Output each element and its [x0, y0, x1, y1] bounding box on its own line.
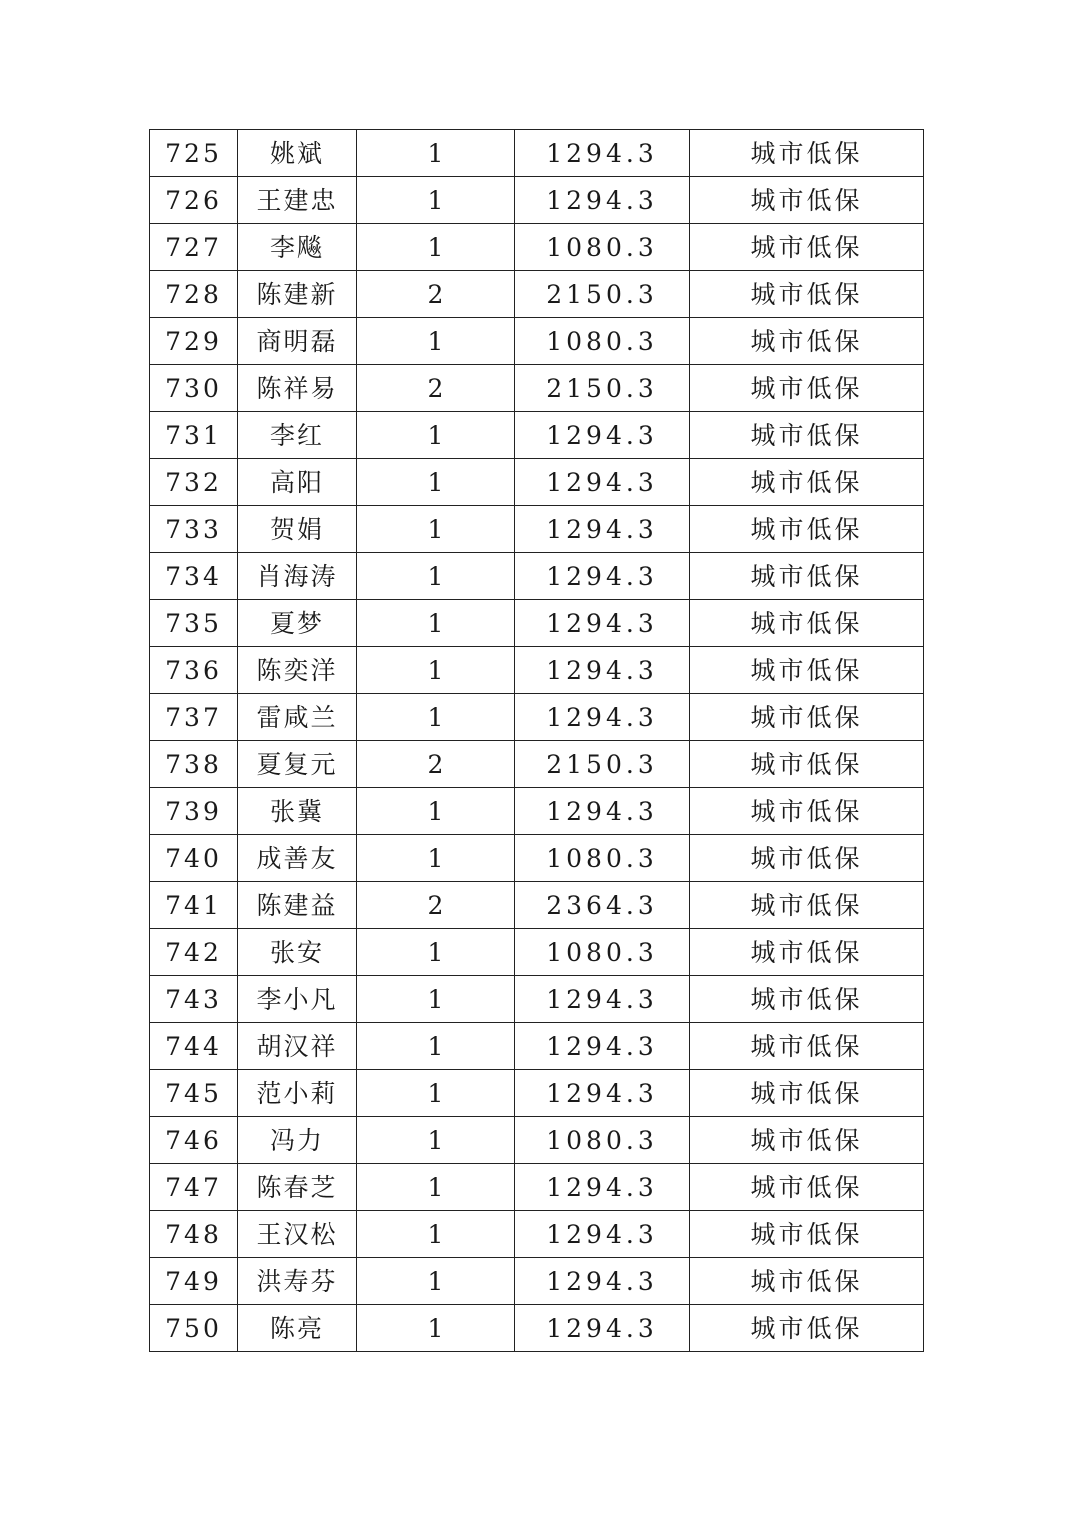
household-count-cell: 1	[357, 1164, 515, 1211]
serial-number-cell: 729	[150, 318, 238, 365]
recipient-name-cell: 陈亮	[238, 1305, 357, 1352]
household-count-cell: 1	[357, 224, 515, 271]
subsidy-type-cell: 城市低保	[690, 694, 924, 741]
subsidy-type-cell: 城市低保	[690, 647, 924, 694]
recipient-name-cell: 王汉松	[238, 1211, 357, 1258]
recipient-name-cell: 李飚	[238, 224, 357, 271]
serial-number-cell: 727	[150, 224, 238, 271]
subsidy-amount-cell: 1294.3	[515, 1258, 690, 1305]
subsidy-roster-table	[149, 129, 924, 1352]
subsidy-amount-cell: 1294.3	[515, 553, 690, 600]
household-count-cell: 1	[357, 506, 515, 553]
serial-number-cell: 740	[150, 835, 238, 882]
recipient-name-cell: 高阳	[238, 459, 357, 506]
serial-number-cell: 733	[150, 506, 238, 553]
recipient-name-cell: 李红	[238, 412, 357, 459]
subsidy-type-cell: 城市低保	[690, 835, 924, 882]
subsidy-type-cell: 城市低保	[690, 741, 924, 788]
recipient-name-cell: 张冀	[238, 788, 357, 835]
recipient-name-cell: 肖海涛	[238, 553, 357, 600]
table-row	[150, 882, 924, 929]
subsidy-type-cell: 城市低保	[690, 412, 924, 459]
subsidy-type-cell: 城市低保	[690, 1164, 924, 1211]
household-count-cell: 1	[357, 1070, 515, 1117]
subsidy-type-cell: 城市低保	[690, 130, 924, 177]
table-row	[150, 1258, 924, 1305]
table-row	[150, 788, 924, 835]
subsidy-type-cell: 城市低保	[690, 976, 924, 1023]
subsidy-amount-cell: 1080.3	[515, 318, 690, 365]
table-row	[150, 1023, 924, 1070]
subsidy-amount-cell: 1294.3	[515, 976, 690, 1023]
subsidy-type-cell: 城市低保	[690, 1117, 924, 1164]
subsidy-amount-cell: 1080.3	[515, 224, 690, 271]
serial-number-cell: 734	[150, 553, 238, 600]
subsidy-amount-cell: 1294.3	[515, 459, 690, 506]
subsidy-type-cell: 城市低保	[690, 1023, 924, 1070]
recipient-name-cell: 冯力	[238, 1117, 357, 1164]
serial-number-cell: 749	[150, 1258, 238, 1305]
subsidy-type-cell: 城市低保	[690, 271, 924, 318]
table-row	[150, 1117, 924, 1164]
household-count-cell: 1	[357, 177, 515, 224]
subsidy-amount-cell: 2150.3	[515, 741, 690, 788]
subsidy-type-cell: 城市低保	[690, 553, 924, 600]
serial-number-cell: 745	[150, 1070, 238, 1117]
serial-number-cell: 739	[150, 788, 238, 835]
recipient-name-cell: 洪寿芬	[238, 1258, 357, 1305]
subsidy-amount-cell: 1294.3	[515, 1164, 690, 1211]
table-row	[150, 929, 924, 976]
serial-number-cell: 731	[150, 412, 238, 459]
subsidy-amount-cell: 1294.3	[515, 1211, 690, 1258]
subsidy-type-cell: 城市低保	[690, 882, 924, 929]
table-row	[150, 459, 924, 506]
household-count-cell: 1	[357, 130, 515, 177]
subsidy-type-cell: 城市低保	[690, 788, 924, 835]
household-count-cell: 2	[357, 365, 515, 412]
household-count-cell: 1	[357, 1211, 515, 1258]
household-count-cell: 1	[357, 1023, 515, 1070]
household-count-cell: 1	[357, 412, 515, 459]
subsidy-type-cell: 城市低保	[690, 365, 924, 412]
subsidy-amount-cell: 1294.3	[515, 1305, 690, 1352]
household-count-cell: 2	[357, 882, 515, 929]
household-count-cell: 1	[357, 835, 515, 882]
subsidy-amount-cell: 1294.3	[515, 1070, 690, 1117]
subsidy-type-cell: 城市低保	[690, 459, 924, 506]
household-count-cell: 1	[357, 1305, 515, 1352]
subsidy-amount-cell: 1294.3	[515, 412, 690, 459]
household-count-cell: 1	[357, 694, 515, 741]
subsidy-amount-cell: 2150.3	[515, 365, 690, 412]
subsidy-amount-cell: 1080.3	[515, 835, 690, 882]
household-count-cell: 1	[357, 600, 515, 647]
serial-number-cell: 730	[150, 365, 238, 412]
subsidy-type-cell: 城市低保	[690, 177, 924, 224]
subsidy-amount-cell: 1294.3	[515, 600, 690, 647]
serial-number-cell: 742	[150, 929, 238, 976]
household-count-cell: 1	[357, 976, 515, 1023]
household-count-cell: 1	[357, 553, 515, 600]
table-row	[150, 741, 924, 788]
table-row	[150, 647, 924, 694]
subsidy-type-cell: 城市低保	[690, 929, 924, 976]
table-row	[150, 835, 924, 882]
serial-number-cell: 743	[150, 976, 238, 1023]
household-count-cell: 1	[357, 788, 515, 835]
subsidy-amount-cell: 1294.3	[515, 506, 690, 553]
recipient-name-cell: 陈建新	[238, 271, 357, 318]
serial-number-cell: 725	[150, 130, 238, 177]
household-count-cell: 1	[357, 1117, 515, 1164]
recipient-name-cell: 陈祥易	[238, 365, 357, 412]
table-row	[150, 1070, 924, 1117]
table-row	[150, 130, 924, 177]
table-row	[150, 271, 924, 318]
table-row	[150, 1305, 924, 1352]
table-row	[150, 976, 924, 1023]
serial-number-cell: 738	[150, 741, 238, 788]
subsidy-amount-cell: 1294.3	[515, 788, 690, 835]
subsidy-amount-cell: 1294.3	[515, 177, 690, 224]
subsidy-type-cell: 城市低保	[690, 1070, 924, 1117]
serial-number-cell: 748	[150, 1211, 238, 1258]
recipient-name-cell: 李小凡	[238, 976, 357, 1023]
table-row	[150, 224, 924, 271]
household-count-cell: 1	[357, 1258, 515, 1305]
recipient-name-cell: 范小莉	[238, 1070, 357, 1117]
serial-number-cell: 735	[150, 600, 238, 647]
table-row	[150, 694, 924, 741]
subsidy-amount-cell: 1294.3	[515, 1023, 690, 1070]
recipient-name-cell: 胡汉祥	[238, 1023, 357, 1070]
table-row	[150, 553, 924, 600]
household-count-cell: 2	[357, 741, 515, 788]
subsidy-amount-cell: 1080.3	[515, 1117, 690, 1164]
household-count-cell: 1	[357, 929, 515, 976]
subsidy-type-cell: 城市低保	[690, 1211, 924, 1258]
table-row	[150, 318, 924, 365]
subsidy-type-cell: 城市低保	[690, 600, 924, 647]
recipient-name-cell: 陈建益	[238, 882, 357, 929]
roster-table-body	[150, 130, 924, 1352]
subsidy-type-cell: 城市低保	[690, 318, 924, 365]
serial-number-cell: 747	[150, 1164, 238, 1211]
household-count-cell: 1	[357, 459, 515, 506]
serial-number-cell: 746	[150, 1117, 238, 1164]
recipient-name-cell: 陈奕洋	[238, 647, 357, 694]
serial-number-cell: 728	[150, 271, 238, 318]
subsidy-type-cell: 城市低保	[690, 506, 924, 553]
recipient-name-cell: 姚斌	[238, 130, 357, 177]
recipient-name-cell: 王建忠	[238, 177, 357, 224]
recipient-name-cell: 贺娟	[238, 506, 357, 553]
recipient-name-cell: 张安	[238, 929, 357, 976]
subsidy-amount-cell: 2150.3	[515, 271, 690, 318]
serial-number-cell: 736	[150, 647, 238, 694]
subsidy-amount-cell: 1080.3	[515, 929, 690, 976]
serial-number-cell: 737	[150, 694, 238, 741]
household-count-cell: 1	[357, 647, 515, 694]
table-row	[150, 412, 924, 459]
subsidy-type-cell: 城市低保	[690, 1258, 924, 1305]
household-count-cell: 2	[357, 271, 515, 318]
subsidy-type-cell: 城市低保	[690, 1305, 924, 1352]
subsidy-amount-cell: 1294.3	[515, 647, 690, 694]
serial-number-cell: 741	[150, 882, 238, 929]
table-row	[150, 506, 924, 553]
recipient-name-cell: 陈春芝	[238, 1164, 357, 1211]
table-row	[150, 600, 924, 647]
household-count-cell: 1	[357, 318, 515, 365]
serial-number-cell: 732	[150, 459, 238, 506]
serial-number-cell: 750	[150, 1305, 238, 1352]
table-row	[150, 365, 924, 412]
recipient-name-cell: 雷咸兰	[238, 694, 357, 741]
table-row	[150, 1211, 924, 1258]
table-row	[150, 1164, 924, 1211]
subsidy-amount-cell: 1294.3	[515, 130, 690, 177]
subsidy-amount-cell: 1294.3	[515, 694, 690, 741]
recipient-name-cell: 商明磊	[238, 318, 357, 365]
serial-number-cell: 744	[150, 1023, 238, 1070]
recipient-name-cell: 夏梦	[238, 600, 357, 647]
table-row	[150, 177, 924, 224]
subsidy-type-cell: 城市低保	[690, 224, 924, 271]
recipient-name-cell: 成善友	[238, 835, 357, 882]
recipient-name-cell: 夏复元	[238, 741, 357, 788]
serial-number-cell: 726	[150, 177, 238, 224]
subsidy-amount-cell: 2364.3	[515, 882, 690, 929]
